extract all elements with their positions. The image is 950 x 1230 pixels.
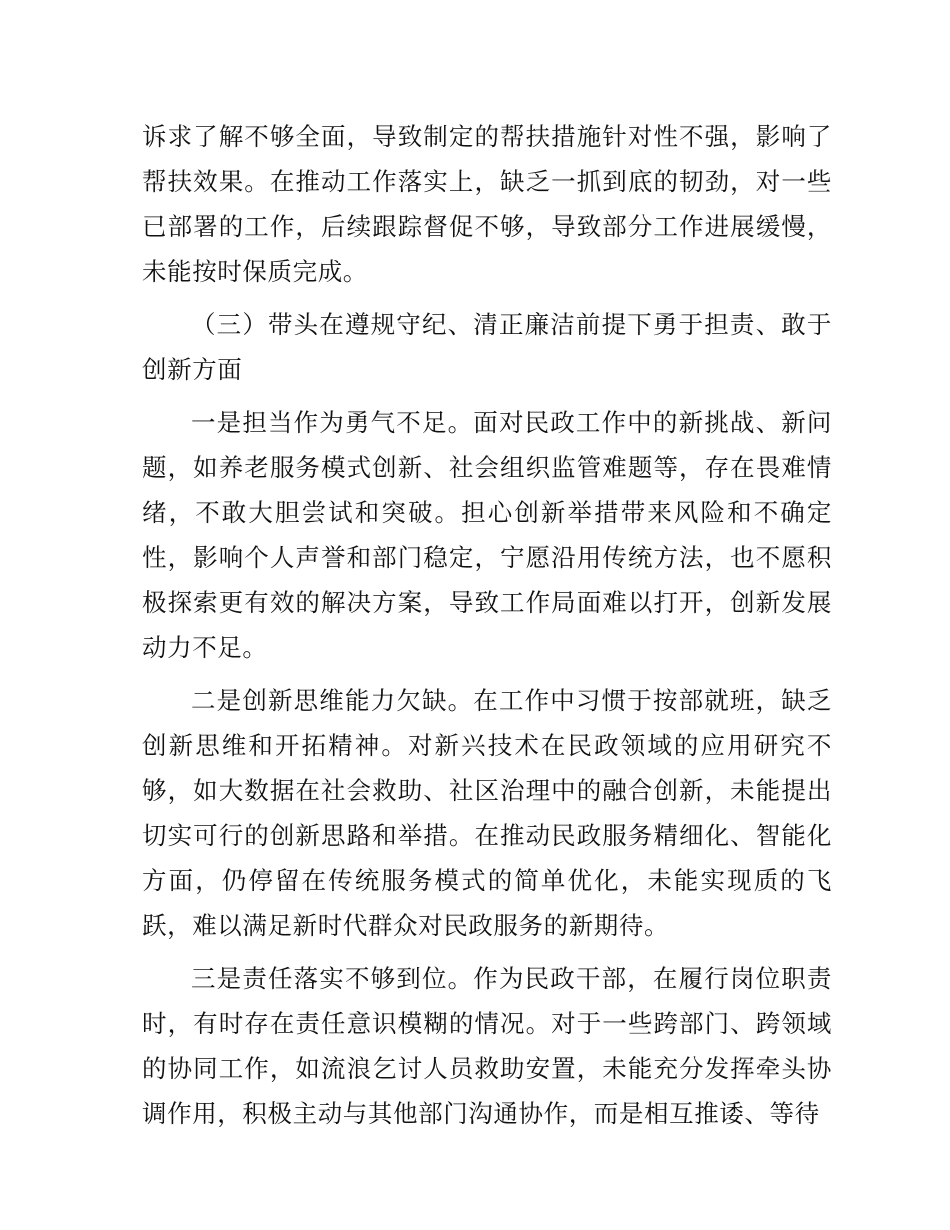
paragraph-responsibility: 三是责任落实不够到位。作为民政干部，在履行岗位职责时，有时存在责任意识模糊的情况。对于一些跨部门、跨领域的协同工作，如流浪乞讨人员救助安置，未能充分发挥牵头协调作用，积极主动与其他部门沟通协作，而是相互推诿、等待 [142, 964, 832, 1128]
paragraph-innovation: 二是创新思维能力欠缺。在工作中习惯于按部就班，缺乏创新思维和开拓精神。对新兴技术在民政领域的应用研究不够，如大数据在社会救助、社区治理中的融合创新，未能提出切实可行的创新思路和举措。在推动民政服务精细化、智能化方面，仍停留在传统服务模式的简单优化，未能实现质的飞跃，难以满足新时代群众对民政服务的新期待。 [142, 686, 832, 940]
paragraph-continuation: 诉求了解不够全面，导致制定的帮扶措施针对性不强，影响了帮扶效果。在推动工作落实上，缺乏一抓到底的韧劲，对一些已部署的工作，后续跟踪督促不够，导致部分工作进展缓慢，未能按时保质完成。 [142, 122, 832, 286]
document-body [142, 114, 832, 1144]
paragraph-courage: 一是担当作为勇气不足。面对民政工作中的新挑战、新问题，如养老服务模式创新、社会组织监管难题等，存在畏难情绪，不敢大胆尝试和突破。担心创新举措带来风险和不确定性，影响个人声誉和部门稳定，宁愿沿用传统方法，也不愿积极探索更有效的解决方案，导致工作局面难以打开，创新发展动力不足。 [142, 408, 832, 662]
section-heading-3: （三）带头在遵规守纪、清正廉洁前提下勇于担责、敢于创新方面 [142, 310, 832, 384]
